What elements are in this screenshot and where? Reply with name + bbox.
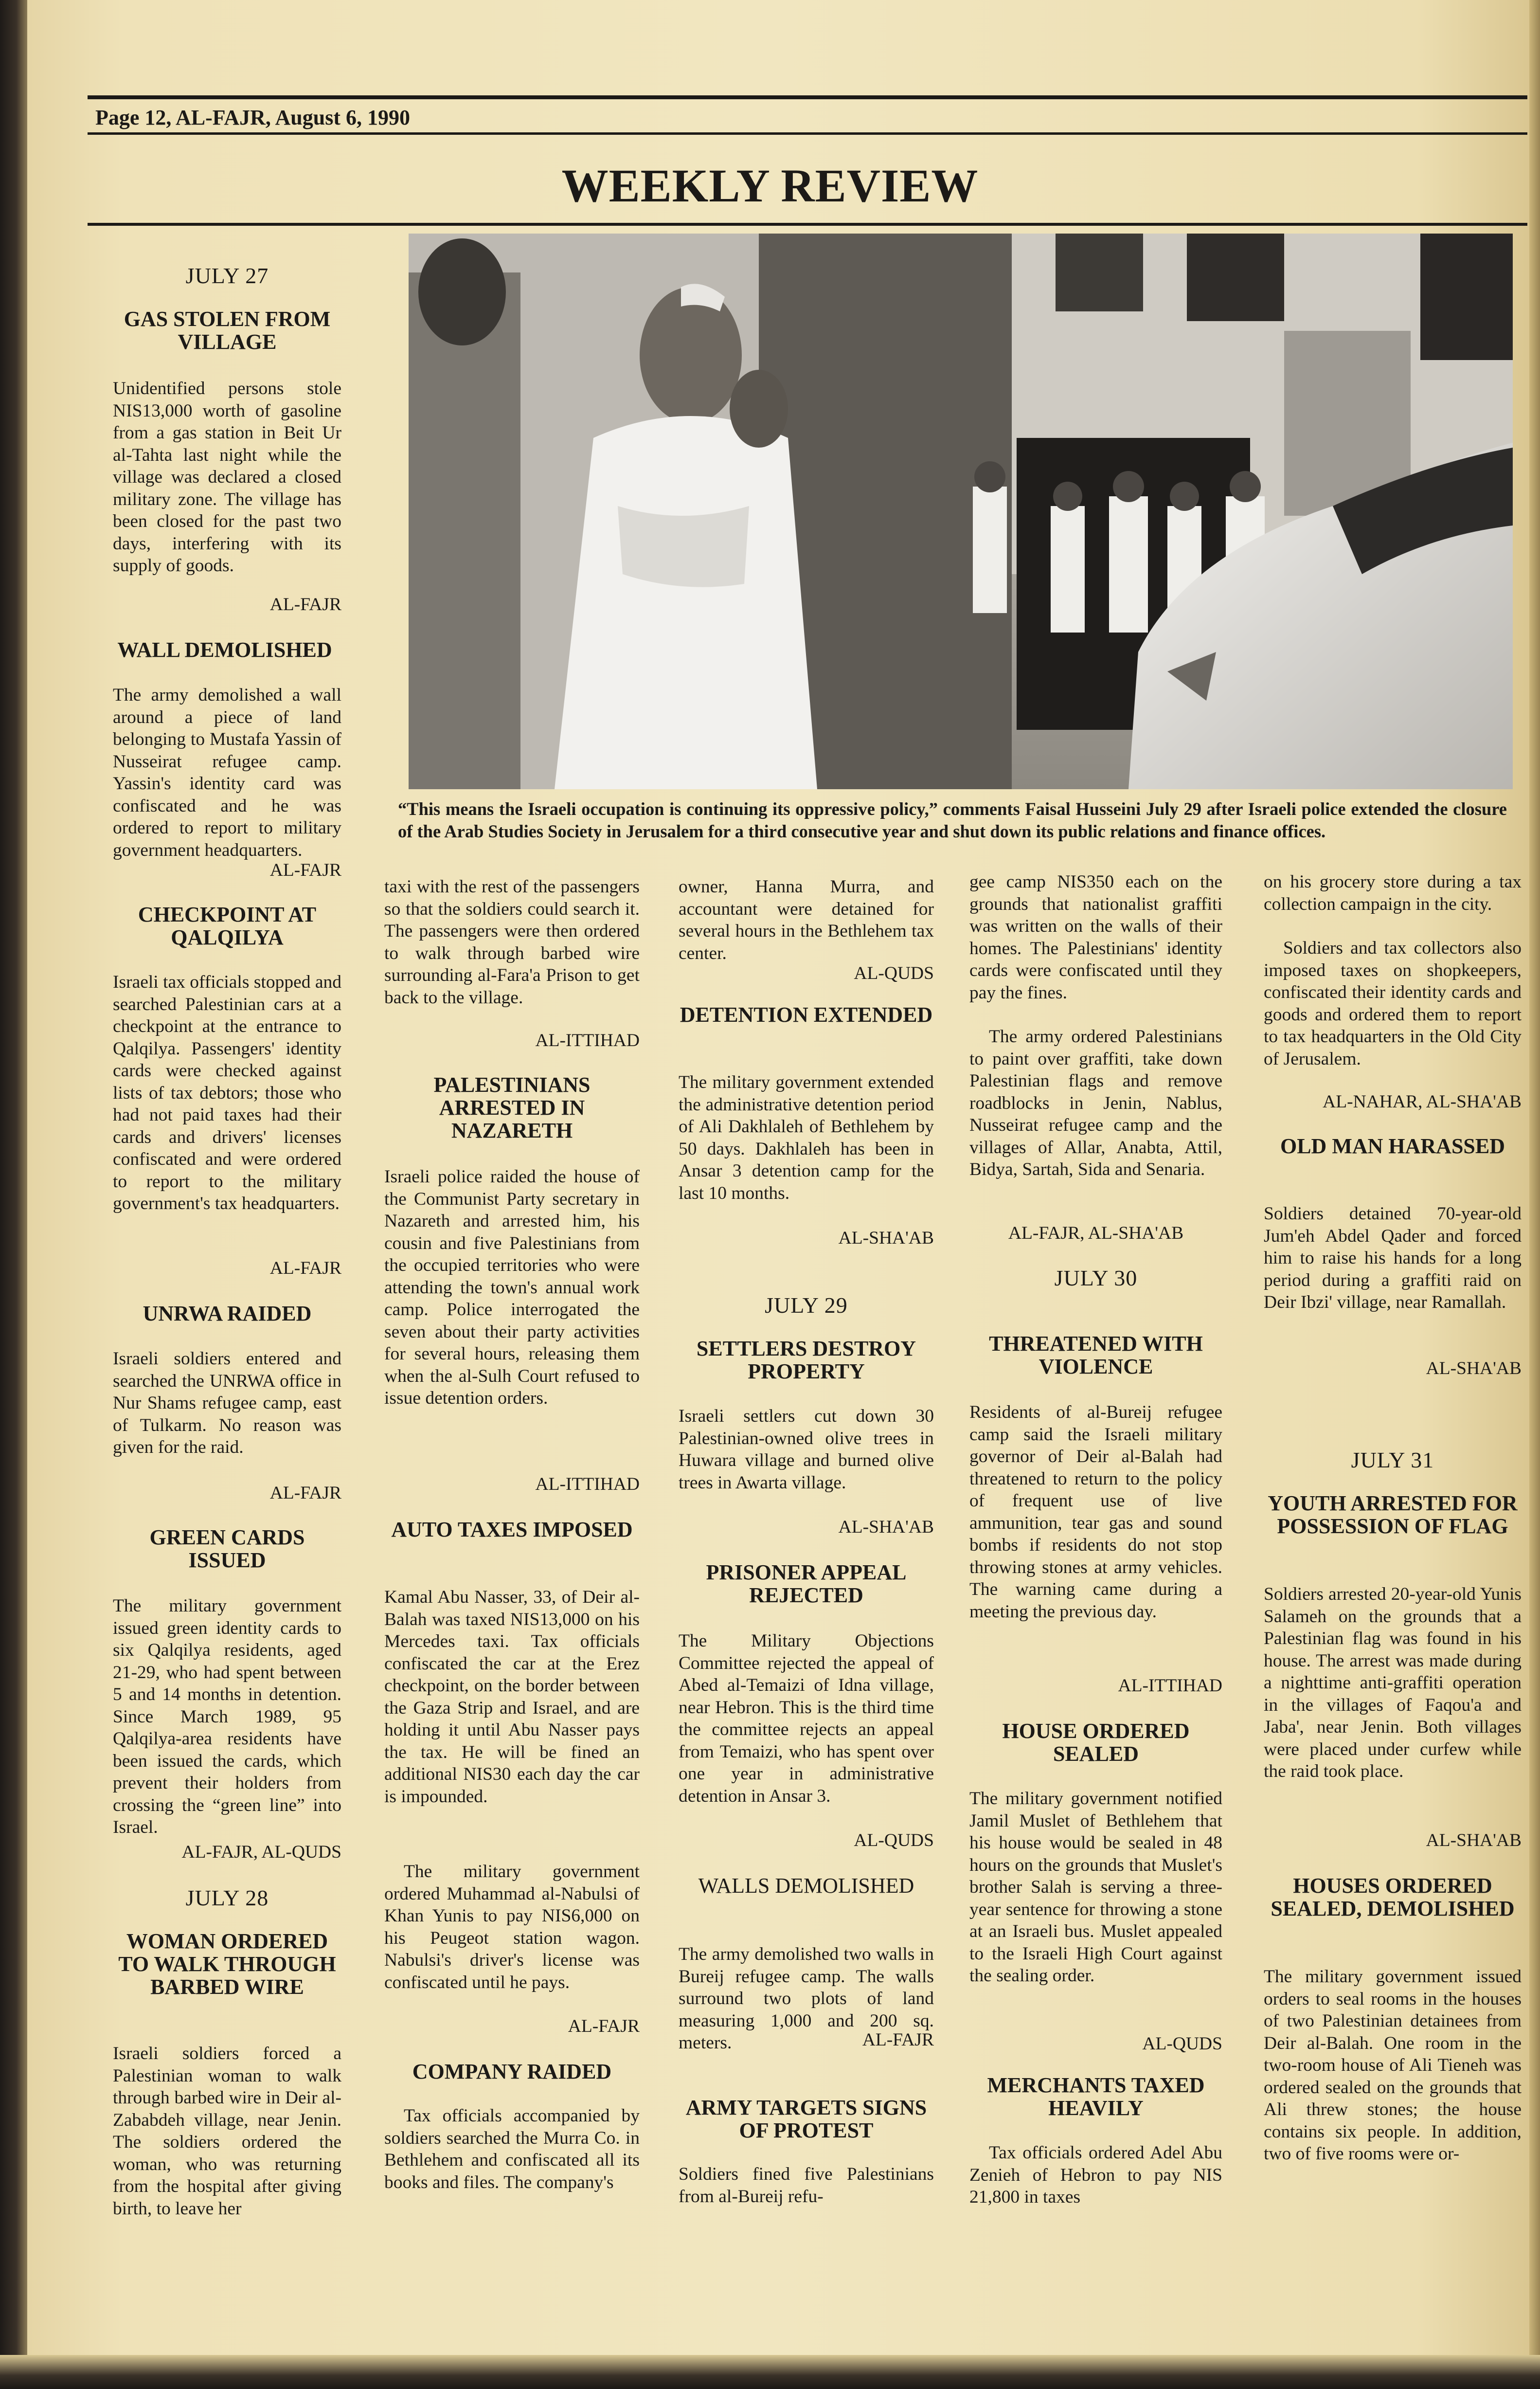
article-body: Unidentified persons stole NIS13,000 worth of gasoline from a gas station in Beit Ur al-Tahta last night while the village was declared a closed military zone. The village has been closed for the past two days, interfering with its supply of goods. — [113, 379, 341, 576]
article-source: AL-FAJR — [862, 2030, 934, 2050]
article-source: AL-FAJR — [568, 2016, 640, 2036]
article-headline: THREATENED WITH VIOLENCE — [989, 1332, 1203, 1378]
article-source: AL-SHA'AB — [838, 1517, 934, 1537]
article-body: The Military Objections Committee rejected the appeal of Abed al-Temaizi of Idna village, near Hebron. This is the third time the committee rejects an appeal from Temaizi, who has spent over one year in administrative detention in Ansar 3. — [679, 1631, 934, 1806]
page-binding-shadow — [0, 0, 27, 2389]
article-source: AL-NAHAR, AL-SHA'AB — [1323, 1092, 1522, 1112]
article-source: AL-ITTIHAD — [535, 1031, 640, 1050]
article-headline: AUTO TAXES IMPOSED — [391, 1518, 633, 1541]
article-headline: COMPANY RAIDED — [412, 2060, 612, 2083]
article-body: Tax officials ordered Adel Abu Zenieh of Hebron to pay NIS 21,800 in taxes — [969, 2143, 1222, 2207]
article-source: AL-FAJR — [269, 1258, 341, 1278]
article-body: The military government notified Jamil Muslet of Bethlehem that his house would be sealed in 48 hours on the grounds that Muslet's brother Salah is serving a three-year sentence for throwing a stone at an Israeli bus. Muslet appealed to the Israeli High Court against the sealing order. — [969, 1789, 1222, 1986]
article-body: Soldiers detained 70-year-old Jum'eh Abdel Qader and forced him to raise his hands for a long period during a graffiti raid on Deir Ibzi' village, near Ramallah. — [1264, 1204, 1522, 1312]
title-rule — [88, 223, 1527, 226]
article-headline: PALESTINIANS ARRESTED IN NAZARETH — [433, 1073, 591, 1142]
article-headline: CHECKPOINT AT QALQILYA — [138, 903, 317, 949]
article-headline: GREEN CARDS ISSUED — [149, 1525, 305, 1572]
article-body: Tax officials accompanied by soldiers searched the Murra Co. in Bethlehem and confiscated all its books and files. The company's — [384, 2106, 640, 2192]
article-headline: WOMAN ORDERED TO WALK THROUGH BARBED WIRE — [118, 1929, 336, 1999]
article-body: Soldiers fined five Palestinians from al-Bureij refu- — [679, 2164, 934, 2207]
top-rule-thick — [88, 95, 1527, 99]
article-body-continued: Soldiers and tax collectors also imposed taxes on shopkeepers, confiscated their identity cards and goods and ordered them to report to tax headquarters in the Old City of Jerusalem. — [1264, 938, 1522, 1069]
article-headline: WALL DEMOLISHED — [117, 638, 332, 662]
date-heading: JULY 31 — [1351, 1448, 1434, 1472]
article-body: The army demolished two walls in Bureij refugee camp. The walls surround two plots of land measuring 1,000 and 200 sq. meters. — [679, 1944, 934, 2053]
page-bottom-edge — [0, 2355, 1540, 2389]
article-body: The military government issued orders to seal rooms in the houses of two Palestinian detainees from Deir al-Balah. One room in the two-room house of Ali Tieneh was ordered sealed on the grounds that Ali threw stones; the house contains six people. In addition, two of five rooms were or- — [1264, 1967, 1522, 2164]
article-body: Israeli settlers cut down 30 Palestinian-owned olive trees in Huwara village and burned olive trees in Awarta village. — [679, 1406, 934, 1493]
article-source: AL-ITTIHAD — [535, 1474, 640, 1494]
date-heading: JULY 28 — [185, 1885, 269, 1910]
article-body: Israeli soldiers forced a Palestinian woman to walk through barbed wire in Deir al-Zababdeh village, near Jenin. The soldiers ordered the woman, who was returning from the hospital after giving birth, to leave her — [113, 2044, 341, 2219]
article-headline: UNRWA RAIDED — [143, 1302, 312, 1325]
article-source: AL-SHA'AB — [1426, 1358, 1522, 1378]
article-body: The military government issued green identity cards to six Qalqilya residents, aged 21-29, who had spent between 5 and 14 months in detention. Since March 1989, 95 Qalqilya-area residents have been issued the cards, which prevent their holders from crossing the “green line” into Israel. — [113, 1596, 341, 1837]
article-body: The army demolished a wall around a piece of land belonging to Mustafa Yassin of Nusseirat refugee camp. Yassin's identity card was confiscated and he was ordered to report to military government headquarters. — [113, 685, 341, 860]
article-body: The military government ordered Muhammad al-Nabulsi of Khan Yunis to pay NIS6,000 on his Peugeot station wagon. Nabulsi's driver's license was confiscated until he pays. — [384, 1862, 640, 1992]
article-headline: SETTLERS DESTROY PROPERTY — [696, 1337, 916, 1383]
article-source: AL-FAJR — [269, 860, 341, 880]
article-body-continued: gee camp NIS350 each on the grounds that nationalist graffiti was written on the walls of their homes. The Palestinians' identity cards were confiscated until they pay the fines. — [969, 872, 1222, 1003]
article-body-continued: The army ordered Palestinians to paint over graffiti, take down Palestinian flags and remove roadblocks in Jenin, Nablus, Nusseirat refugee camp and the villages of Allar, Anabta, Attil, Bidya, Sartah, Sida and Senaria. — [969, 1027, 1222, 1179]
article-headline: HOUSES ORDERED SEALED, DEMOLISHED — [1271, 1874, 1515, 1920]
article-headline: OLD MAN HARASSED — [1280, 1134, 1505, 1158]
article-source: AL-QUDS — [1142, 2034, 1222, 2054]
photo-illustration — [409, 234, 1513, 789]
article-source: AL-QUDS — [854, 963, 934, 983]
article-body: Israeli police raided the house of the Communist Party secretary in Nazareth and arrested him, his cousin and five Palestinians from the occupied territories who were attending the town's annual work camp. Police interrogated the seven about their party activities for several hours, releasing them when the al-Sulh Court refused to issue detention orders. — [384, 1167, 640, 1408]
article-source: AL-ITTIHAD — [1118, 1676, 1222, 1696]
article-headline: PRISONER APPEAL REJECTED — [706, 1560, 907, 1607]
article-headline: WALLS DEMOLISHED — [698, 1874, 914, 1898]
article-body: The military government extended the administrative detention period of Ali Dakhlaleh of Bethlehem by 50 days. Dakhlaleh has been in Ansar 3 detention camp for the last 10 months. — [679, 1072, 934, 1203]
date-heading: JULY 27 — [185, 263, 269, 288]
page-right-edge — [1529, 0, 1540, 2389]
article-source: AL-SHA'AB — [838, 1228, 934, 1248]
article-body-continued: owner, Hanna Murra, and accountant were detained for several hours in the Bethlehem tax center. — [679, 877, 934, 963]
date-heading: JULY 30 — [1054, 1266, 1138, 1290]
section-title: WEEKLY REVIEW — [561, 160, 979, 212]
article-source: AL-FAJR, AL-QUDS — [181, 1842, 341, 1862]
article-headline: YOUTH ARRESTED FOR POSSESSION OF FLAG — [1268, 1491, 1518, 1538]
article-body-continued: taxi with the rest of the passengers so that the soldiers could search it. The passengers were then ordered to walk through barbed wire surrounding al-Fara'a Prison to get back to the village. — [384, 877, 640, 1008]
article-body: Soldiers arrested 20-year-old Yunis Salameh on the grounds that a Palestinian flag was found in his house. The arrest was made during a nighttime anti-graffiti operation in the villages of Faqou'a and Jaba', near Jenin. Both villages were placed under curfew while the raid took place. — [1264, 1584, 1522, 1781]
article-source: AL-FAJR — [269, 595, 341, 615]
article-body: Residents of al-Bureij refugee camp said the Israeli military governor of Deir al-Balah had threatened to return to the policy of frequent use of live ammunition, tear gas and sound bombs if residents do not stop throwing stones at army vehicles. The warning came during a meeting the previous day. — [969, 1402, 1222, 1622]
page-folio: Page 12, AL-FAJR, August 6, 1990 — [95, 106, 410, 129]
article-body: Israeli tax officials stopped and searched Palestinian cars at a checkpoint at the entrance to Qalqilya. Passengers' identity cards were checked against lists of tax debtors; those who had not paid taxes had their cards and drivers' licenses confiscated and were ordered to report to the military government's tax headquarters. — [113, 972, 341, 1213]
date-heading: JULY 29 — [765, 1293, 848, 1318]
article-source: AL-SHA'AB — [1426, 1830, 1522, 1850]
article-body: Kamal Abu Nasser, 33, of Deir al-Balah was taxed NIS13,000 on his Mercedes taxi. Tax officials confiscated the car at the Erez checkpoint, on the border between the Gaza Strip and Israel, and are holding it until Abu Nasser pays the tax. He will be fined an additional NIS30 each day the car is impounded. — [384, 1587, 640, 1807]
news-photo — [409, 234, 1513, 789]
article-headline: MERCHANTS TAXED HEAVILY — [987, 2073, 1205, 2120]
article-source: AL-QUDS — [854, 1830, 934, 1850]
article-source: AL-FAJR, AL-SHA'AB — [1008, 1223, 1184, 1243]
article-body-continued: on his grocery store during a tax collection campaign in the city. — [1264, 872, 1522, 914]
photo-caption: “This means the Israeli occupation is continuing its oppressive policy,” comments Faisal Husseini July 29 after Israeli police extended the closure of the Arab Studies Society in Jerusalem for a third consecutive year and shut down its public relations and finance offices. — [398, 799, 1507, 841]
article-headline: GAS STOLEN FROM VILLAGE — [124, 307, 331, 354]
article-headline: HOUSE ORDERED SEALED — [1002, 1719, 1190, 1766]
article-body: Israeli soldiers entered and searched the UNRWA office in Nur Shams refugee camp, east of Tulkarm. No reason was given for the raid. — [113, 1349, 341, 1457]
article-source: AL-FAJR — [269, 1483, 341, 1503]
article-headline: DETENTION EXTENDED — [680, 1003, 933, 1027]
article-headline: ARMY TARGETS SIGNS OF PROTEST — [685, 2096, 927, 2142]
top-rule-thin — [88, 132, 1527, 135]
